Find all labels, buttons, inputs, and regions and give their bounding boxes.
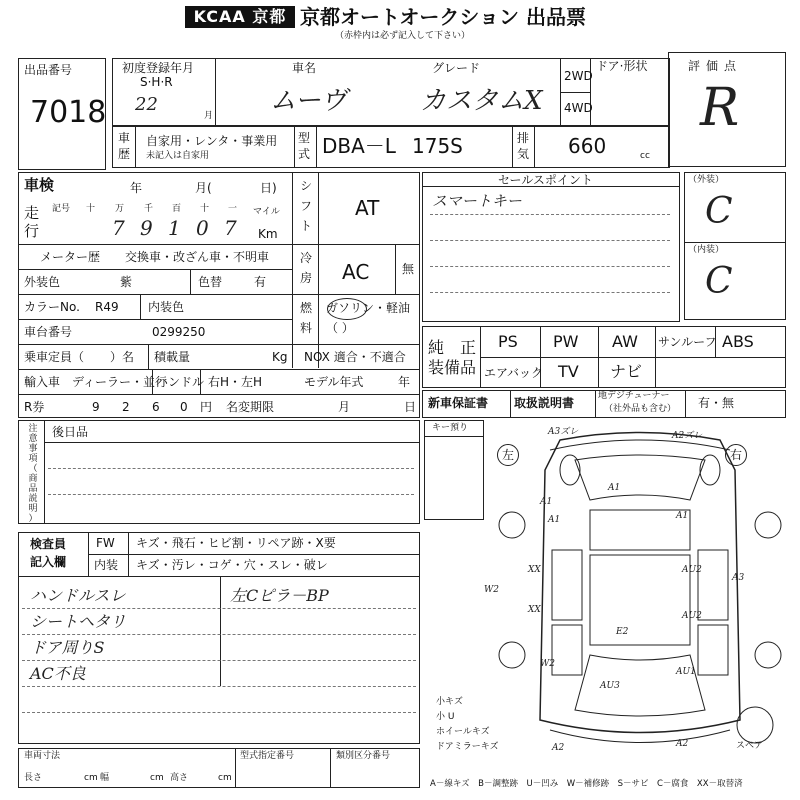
- capacity-label: 乗車定員（: [24, 350, 85, 364]
- shift-label-2: フ: [300, 199, 313, 213]
- color-code-value: R49: [95, 300, 119, 314]
- mileage-ju: 十: [200, 204, 210, 214]
- registration-month-unit: 月: [204, 111, 214, 121]
- equipment-ps: PS: [498, 332, 518, 351]
- remark-right: 左Cピラ－BP: [230, 586, 329, 605]
- inspection-year: 年: [130, 181, 143, 195]
- equipment-label-2: 装備品: [428, 358, 477, 377]
- chassis-value: 0299250: [152, 325, 206, 339]
- damage-code: AU3: [600, 681, 620, 691]
- mileage-digit: 1: [168, 216, 181, 240]
- meter-history-label: メーター歴: [40, 250, 101, 264]
- digital-tuner-yesno: 有・無: [698, 396, 735, 410]
- equipment-abs: ABS: [722, 332, 754, 351]
- diagram-left-marker: 左: [497, 444, 519, 466]
- width-label: 幅: [100, 773, 110, 783]
- damage-code: A2ズレ: [672, 431, 703, 441]
- fw-items: キズ・飛石・ヒビ割・リペア跡・X要: [136, 536, 336, 550]
- diagram-right-marker: 右: [725, 444, 747, 466]
- load-unit: Kg: [272, 350, 288, 364]
- damage-code: A1: [540, 497, 553, 507]
- exterior-grade-value: C: [705, 191, 733, 232]
- name-change-day: 日: [404, 400, 417, 414]
- damage-code: AU2: [682, 565, 702, 575]
- page-subtitle: （赤枠内は必ず記入して下さい）: [335, 31, 471, 41]
- interior-grade-label: （内装）: [688, 245, 725, 255]
- mileage-juman: 十: [86, 204, 96, 214]
- registration-year: 22: [135, 94, 158, 115]
- registration-era: S·H·R: [140, 75, 173, 89]
- height-unit: cm: [218, 773, 232, 783]
- key-box: [424, 420, 484, 520]
- sales-points-item: スマートキー: [432, 192, 522, 210]
- color-code-label: カラーNo.: [24, 300, 80, 314]
- color-change-value: 有: [254, 275, 267, 289]
- model-year-unit: 年: [398, 375, 411, 389]
- handle-side: 右H・左H: [208, 375, 263, 389]
- registration-label: 初度登録年月: [122, 61, 195, 75]
- mileage-unit-km: Km: [258, 227, 278, 241]
- damage-code: AU1: [676, 667, 696, 677]
- damage-code: W2: [540, 659, 555, 669]
- inspector-label-1: 検査員: [30, 537, 67, 551]
- usage-note: 未記入は自家用: [146, 151, 210, 161]
- import-label: 輸入車: [24, 375, 61, 389]
- model-value-1: DBA－L: [322, 134, 396, 158]
- equipment-pw: PW: [553, 332, 579, 351]
- length-label: 長さ: [24, 773, 43, 783]
- mileage-digit: 7: [224, 216, 237, 240]
- usage-label-2: 歴: [118, 147, 131, 161]
- damage-code: W2: [484, 585, 499, 595]
- damage-code: A1: [608, 483, 621, 493]
- fuel-label-1: 燃: [300, 301, 313, 315]
- model-label-2: 式: [298, 147, 311, 161]
- equipment-navi: ナビ: [610, 362, 643, 381]
- designation-label: 型式指定番号: [240, 751, 295, 761]
- import-dealer: ディーラー・並行: [72, 375, 168, 389]
- aircon-label-2: 房: [300, 271, 313, 285]
- inspection-label: 車検: [24, 176, 55, 194]
- chassis-label: 車台番号: [24, 325, 73, 339]
- name-change-month: 月: [338, 400, 351, 414]
- equipment-aw: AW: [612, 332, 638, 351]
- spare-label: スペア: [736, 741, 764, 751]
- capacity-unit: ）名: [110, 350, 135, 364]
- displacement-unit: cc: [640, 151, 650, 161]
- shift-value: AT: [355, 196, 380, 220]
- recycle-digit: 9: [92, 400, 100, 414]
- model-year-label: モデル年式: [304, 375, 364, 389]
- remark-left: シートヘタリ: [30, 612, 127, 631]
- key-box-label: キー預り: [432, 423, 469, 433]
- displacement-value: 660: [568, 134, 607, 158]
- width-unit: cm: [150, 773, 164, 783]
- damage-code: A1: [548, 515, 561, 525]
- mileage-digit: 7: [112, 216, 125, 240]
- recycle-label: R券: [24, 400, 45, 414]
- handle-label: ハンドル: [156, 375, 205, 389]
- nox-label: NOX 適合・不適合: [304, 350, 406, 364]
- door-label: ドア·形状: [596, 59, 648, 73]
- recycle-digit: 0: [180, 400, 188, 414]
- equipment-sunroof: サンルーフ: [658, 335, 717, 349]
- mileage-unit-mile: マイル: [253, 207, 280, 217]
- warranty-label: 新車保証書: [428, 396, 489, 410]
- inspector-label-2: 記入欄: [30, 555, 67, 569]
- digital-tuner-note: （社外品も含む）: [604, 404, 677, 414]
- interior-color-label: 内装色: [148, 300, 185, 314]
- sales-points-label: セールスポイント: [498, 173, 593, 187]
- damage-code: A2: [676, 739, 689, 749]
- legend-small-scratch: 小キズ: [436, 697, 463, 707]
- damage-code: A1: [676, 511, 689, 521]
- notes-label: 注 意 事 項 （ 商 品 説 明 ）: [28, 424, 38, 524]
- recycle-yen: 円: [200, 400, 213, 414]
- name-change-label: 名変期限: [226, 400, 275, 414]
- mileage-hyaku: 百: [172, 204, 182, 214]
- recycle-digit: 6: [152, 400, 160, 414]
- mileage-sen: 千: [144, 204, 154, 214]
- rating-label: 評価点: [688, 59, 743, 73]
- exterior-color-label: 外装色: [24, 275, 61, 289]
- mileage-label-2: 行: [24, 222, 40, 240]
- meter-history-value: 交換車・改ざん車・不明車: [125, 250, 270, 264]
- equipment-airbag: エアバック: [484, 366, 544, 380]
- fuel-label-2: 料: [300, 321, 313, 335]
- color-change-label: 色替: [198, 275, 223, 289]
- lot-label: 出品番号: [24, 63, 73, 77]
- model-label-1: 型: [298, 131, 311, 145]
- interior-inspection-label: 内装: [94, 558, 119, 572]
- usage-options: 自家用・レンタ・事業用: [146, 134, 278, 148]
- damage-code: A3: [732, 573, 745, 583]
- grade-label: グレード: [432, 61, 481, 75]
- drive-2wd: 2WD: [564, 69, 593, 83]
- mileage-one: 一: [228, 204, 238, 214]
- aircon-label-1: 冷: [300, 251, 313, 265]
- remark-left: AC不良: [30, 664, 86, 683]
- mileage-digit: 0: [196, 216, 209, 240]
- height-label: 高さ: [170, 773, 189, 783]
- load-label: 積載量: [154, 350, 191, 364]
- legend-small-dent: 小 U: [436, 712, 455, 722]
- damage-code: A2: [552, 743, 565, 753]
- aircon-none: 無: [402, 262, 415, 276]
- manual-label: 取扱説明書: [514, 396, 575, 410]
- inspection-day: 日): [260, 181, 277, 195]
- equipment-tv: TV: [558, 362, 579, 381]
- inspection-month: 月(: [195, 181, 212, 195]
- mileage-man: 万: [115, 204, 125, 214]
- usage-label-1: 車: [118, 131, 131, 145]
- legend-mirror-scratch: ドアミラーキズ: [436, 742, 499, 752]
- damage-code: A3ズレ: [548, 427, 579, 437]
- length-unit: cm: [84, 773, 98, 783]
- displacement-label-1: 排: [517, 131, 530, 145]
- car-damage-diagram: [490, 427, 790, 760]
- fuel-options: ガソリン・軽油: [326, 301, 411, 315]
- kcaa-logo: KCAA 京都: [185, 6, 295, 28]
- displacement-label-2: 気: [517, 147, 530, 161]
- damage-legend: A－線キズ B－調整跡 U－凹み W－補修跡 S－サビ C－腐食 XX－取替済: [430, 779, 743, 789]
- legend-wheel-scratch: ホイールキズ: [436, 727, 490, 737]
- page-title: 京都オートオークション 出品票: [300, 5, 586, 29]
- dimensions-label: 車両寸法: [24, 751, 61, 761]
- remark-left: ハンドルスレ: [30, 586, 126, 605]
- mileage-label-1: 走: [24, 204, 40, 222]
- lot-number: 7018: [30, 95, 107, 130]
- mileage-kigo: 記号: [52, 204, 71, 214]
- fuel-circle-mark: [327, 298, 367, 320]
- fw-label: FW: [96, 536, 115, 550]
- aircon-value: AC: [342, 260, 370, 284]
- digital-tuner-label: 地デジチューナー: [598, 391, 670, 401]
- drive-4wd: 4WD: [564, 101, 593, 115]
- rating-score: R: [700, 78, 740, 138]
- equipment-label-1: 純 正: [428, 338, 477, 357]
- shift-label-3: ト: [300, 219, 313, 233]
- notes-first-line: 後日品: [52, 425, 89, 439]
- interior-grade-value: C: [705, 261, 733, 302]
- car-grade: カスタムX: [420, 86, 543, 116]
- shift-label-1: シ: [300, 179, 313, 193]
- damage-code: AU2: [682, 611, 702, 621]
- exterior-grade-label: （外装）: [688, 175, 725, 185]
- fuel-paren: （ ）: [326, 321, 354, 335]
- recycle-digit: 2: [122, 400, 130, 414]
- mileage-digit: 9: [140, 216, 153, 240]
- car-name: ムーヴ: [270, 86, 347, 116]
- model-value-2: 175S: [412, 134, 463, 158]
- class-label: 類別区分番号: [336, 751, 391, 761]
- interior-inspection-items: キズ・汚レ・コゲ・穴・スレ・破レ: [136, 558, 328, 572]
- damage-code: XX: [528, 605, 541, 615]
- exterior-color-value: 紫: [120, 275, 133, 289]
- damage-code: XX: [528, 565, 541, 575]
- car-name-label: 車名: [292, 61, 317, 75]
- damage-code: E2: [616, 627, 629, 637]
- remark-left: ドア周りS: [30, 638, 105, 657]
